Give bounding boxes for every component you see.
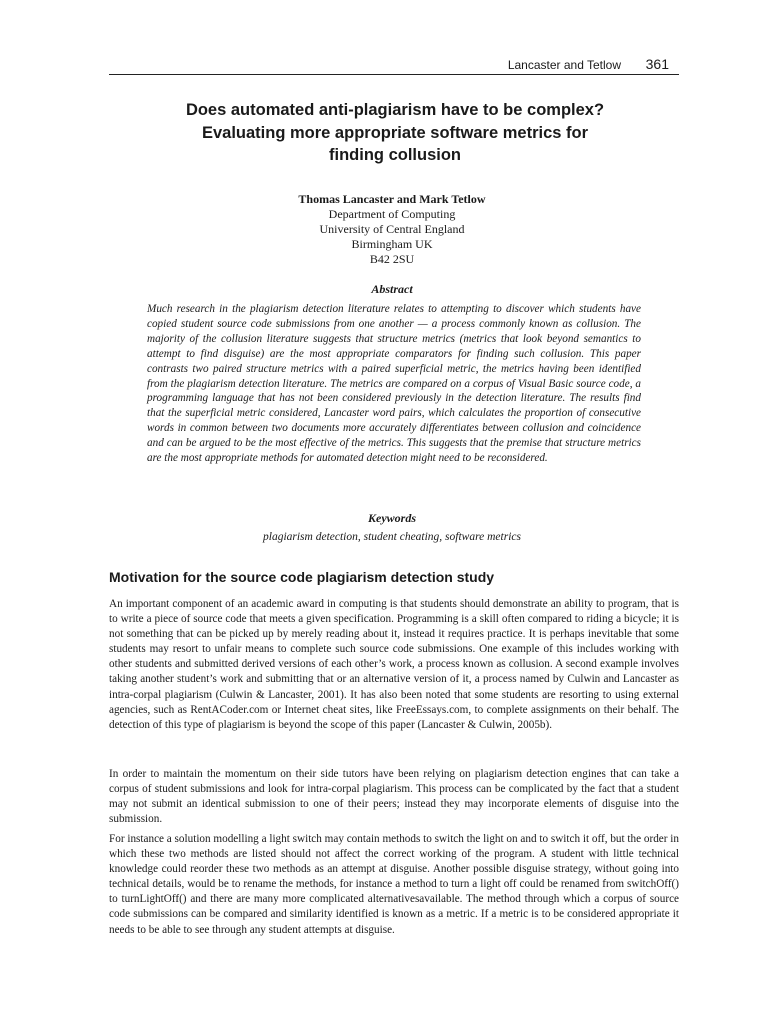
title-line: finding collusion [329, 146, 461, 164]
affiliation-line: University of Central England [319, 222, 465, 236]
affiliation-line: Department of Computing [328, 207, 456, 221]
keywords-heading: Keywords [368, 511, 416, 525]
affiliation-line: Birmingham UK [351, 237, 433, 251]
running-head [109, 57, 679, 75]
keywords-text: plagiarism detection, student cheating, software metrics [263, 531, 521, 543]
paper-title [120, 99, 670, 167]
running-head-authors: Lancaster and Tetlow [507, 58, 621, 72]
section-heading: Motivation for the source code plagiarism detection study [109, 569, 495, 585]
title-line: Evaluating more appropriate software metrics for [201, 123, 589, 142]
body-paragraph: In order to maintain the momentum on their side tutors have been relying on plagiarism detection engines that can take a corpus of student submissions and look for intra-corpal plagiarism. This process can be complicated by the fact that a student may not submit an identical submission to one of their peers; instead they may incorporate elements of disguise into the submission. [109, 768, 679, 826]
body-paragraph: An important component of an academic award in computing is that students should demonstrate an ability to program, that is to write a piece of source code that meets a given specification. Programming is a skill often compared to riding a bicycle; it is not something that can be picked up by merely reading about it, instead it requires practice. It is perhaps inevitable that some students may resort to unfair means to complete such source code submissions. One example of this includes working with other students and submitted derived versions of each other’s work, a process known as collusion. A second example involves taking another student’s work and submitting that or an alternative version of it, a process named by Culwin and Lancaster as intra-corpal plagiarism (Culwin & Lancaster, 2001). It has also been noted that some students are resorting to using external agencies, such as RentACoder.com or Internet cheat sites, like FreeEssays.com, to complete assignments on their behalf. The detection of this type of plagiarism is beyond the scope of this paper (Lancaster & Culwin, 2005b). [109, 598, 679, 731]
author-block [150, 192, 634, 267]
title-line: Does automated anti-plagiarism have to be complex? [185, 101, 605, 119]
affiliation-line: B42 2SU [369, 252, 415, 266]
abstract-text: Much research in the plagiarism detection literature relates to attempting to discover which students have copied student source code submissions from one another — a process commonly known as collusion. The majority of the collusion literature suggests that structure metrics (metrics that look beyond semantics to attempt to find disguise) are the most appropriate comparators for finding such collusion. This paper contrasts two paired structure metrics with a paired superficial metric, the metrics having been identified from the plagiarism detection literature. The metrics are compared on a corpus of Visual Basic source code, a programming language that has not been considered previously in the detection literature. The results find that the superficial metric considered, Lancaster word pairs, which calculates the proportion of consecutive words in common between two documents more accurately differentiates between collusion and coincidence and can be argued to be the most effective of the metrics. This suggests that the premise that structure metrics are the most appropriate methods for automated detection might need to be reconsidered. [147, 303, 641, 465]
page-number: 361 [645, 56, 669, 72]
abstract-heading: Abstract [371, 282, 413, 296]
body-paragraph: For instance a solution modelling a light switch may contain methods to switch the light on and to switch it off, but the order in which these two methods are listed should not affect the correct working of the program. A student with little technical knowledge could reorder these two methods as an attempt at disguise. Another possible disguise strategy, without going into technical details, would be to rename the methods, for instance a method to turn a light off could be renamed from switchOff() to turnLightOff() and there are many more complicated alternativesavailable. The method through which a corpus of source code submissions can be compared and similarity identified is known as a metric. If a metric is to be considered appropriate it needs to be able to see through any student attempts at disguise. [109, 833, 679, 936]
author-names: Thomas Lancaster and Mark Tetlow [298, 192, 486, 206]
